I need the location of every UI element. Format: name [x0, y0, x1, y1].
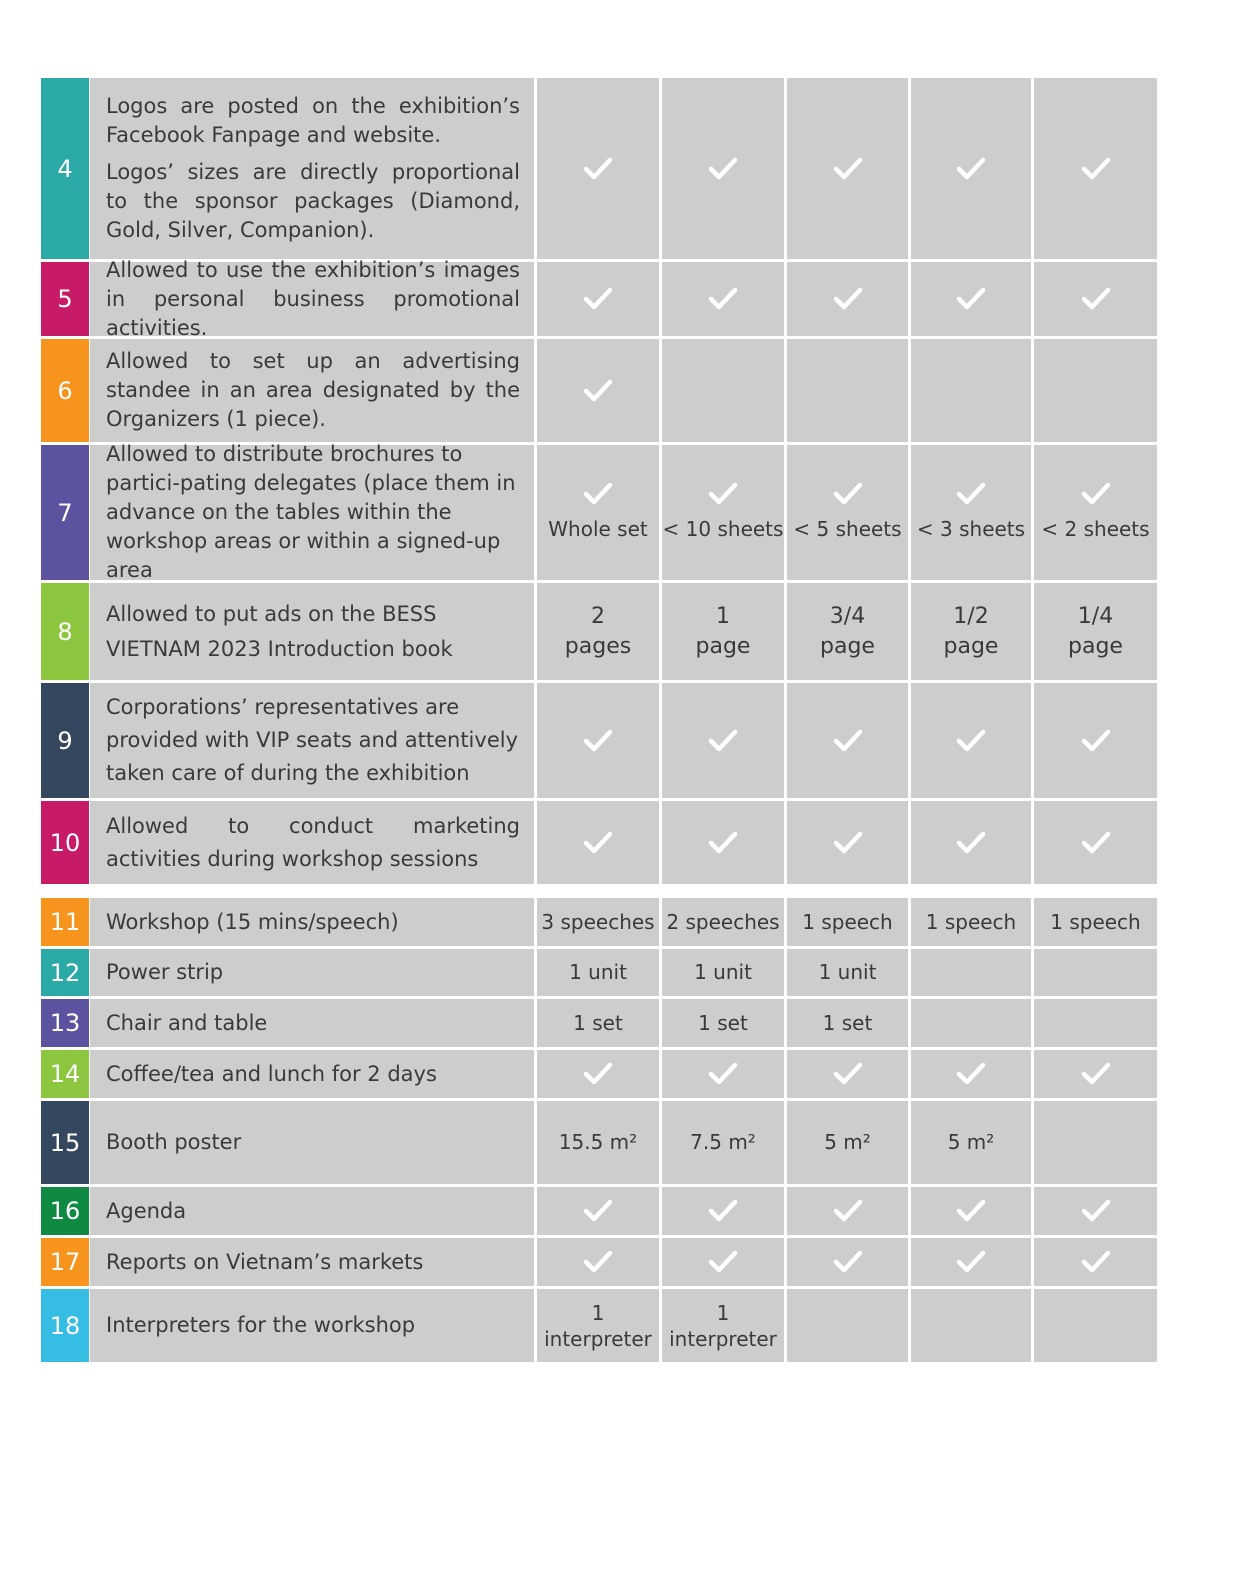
- table-row: [41, 442, 1159, 582]
- table-row: [41, 683, 1159, 798]
- tier-cell: [911, 801, 1031, 884]
- row-description: [90, 949, 534, 996]
- check-icon: [1081, 1249, 1111, 1275]
- tier-cell: [787, 262, 908, 336]
- tier-cell: [1034, 262, 1157, 336]
- check-icon: [708, 286, 738, 312]
- tier-cell: [911, 262, 1031, 336]
- tier-cell: [787, 78, 908, 259]
- tier-cell: [911, 949, 1031, 996]
- description-text: Agenda: [106, 1198, 187, 1223]
- tier-value: 5 m²: [824, 1130, 871, 1154]
- check-icon: [708, 1198, 738, 1224]
- table-row: [41, 257, 1159, 340]
- table-row: [41, 583, 1159, 680]
- tier-cell: [537, 949, 659, 996]
- tier-cell: [911, 1187, 1031, 1235]
- tier-cell: [787, 1289, 908, 1362]
- check-icon: [833, 1061, 863, 1087]
- tier-cell: [662, 1050, 784, 1098]
- tier-value: 5 m²: [947, 1130, 995, 1154]
- tier-cell: [911, 78, 1031, 259]
- tier-cell: [662, 683, 784, 798]
- check-icon: [956, 156, 986, 182]
- check-icon: [708, 156, 738, 182]
- check-icon: [1081, 728, 1111, 754]
- check-icon: [956, 286, 986, 312]
- row-number: 16: [41, 1187, 89, 1235]
- row-number: 6: [41, 339, 89, 442]
- tier-cell: [1034, 683, 1157, 798]
- check-icon: [833, 728, 863, 754]
- row-number: 18: [41, 1289, 89, 1362]
- tier-cell: [1034, 1289, 1157, 1362]
- check-icon: [583, 1249, 613, 1275]
- tier-cell: [662, 949, 784, 996]
- tier-value: 1 set: [573, 1010, 623, 1035]
- description-text: Allowed to put ads on the BESS VIETNAM 2023 Introduction book: [106, 601, 453, 661]
- tier-value: 1/2: [953, 603, 989, 629]
- check-icon: [956, 1198, 986, 1224]
- tier-cell: [1034, 1101, 1157, 1184]
- tier-cell: [787, 1101, 908, 1184]
- tier-value: 1 unit: [569, 960, 627, 984]
- table-row: [41, 999, 1159, 1047]
- check-icon: [583, 728, 613, 754]
- tier-value: 15.5 m²: [558, 1130, 638, 1154]
- tier-cell: [1034, 999, 1157, 1047]
- table-row: [41, 339, 1159, 442]
- row-description: [90, 1238, 534, 1286]
- tier-value: 1 unit: [694, 960, 752, 984]
- tier-cell: [1034, 949, 1157, 996]
- tier-cell: [911, 445, 1031, 580]
- tier-cell: [1034, 78, 1157, 259]
- tier-cell: [1034, 339, 1157, 442]
- row-number: 7: [41, 445, 89, 580]
- check-icon: [956, 1061, 986, 1087]
- tier-cell: [662, 445, 784, 580]
- tier-cell: [787, 801, 908, 884]
- check-icon: [583, 830, 613, 856]
- tier-cell: [662, 801, 784, 884]
- tier-cell: [911, 1050, 1031, 1098]
- tier-cell: [1034, 1238, 1157, 1286]
- tier-cell: [537, 583, 659, 680]
- row-number: 10: [41, 801, 89, 884]
- check-icon: [833, 1249, 863, 1275]
- tier-cell: [537, 1187, 659, 1235]
- tier-value: 1 speech: [802, 909, 893, 934]
- description-text: Allowed to conduct marketing activities during workshop sessions: [106, 813, 520, 871]
- tier-value: 2: [591, 603, 605, 629]
- tier-value: < 5 sheets: [793, 517, 902, 541]
- tier-value: 1/4: [1077, 603, 1114, 629]
- description-text: Interpreters for the workshop: [106, 1313, 416, 1337]
- row-description: [90, 1101, 534, 1184]
- tier-value: 1: [716, 1300, 730, 1325]
- row-number: 14: [41, 1050, 89, 1098]
- description-paragraph: Logos’ sizes are directly proportional to the sponsor packages (Diamond, Gold, Silver, Companion).: [106, 160, 520, 242]
- tier-cell: [537, 1050, 659, 1098]
- description-text: Booth poster: [106, 1130, 242, 1154]
- tier-value-unit: page: [820, 633, 875, 659]
- row-description: [90, 1050, 534, 1098]
- tier-cell: [787, 583, 908, 680]
- row-description: [90, 257, 534, 340]
- tier-cell: [787, 445, 908, 580]
- row-description: [90, 683, 534, 798]
- tier-cell: [787, 339, 908, 442]
- tier-cell: [662, 1289, 784, 1362]
- tier-cell: [662, 78, 784, 259]
- tier-cell: [537, 683, 659, 798]
- check-icon: [583, 481, 613, 507]
- tier-cell: [1034, 445, 1157, 580]
- tier-cell: [662, 999, 784, 1047]
- row-number: 13: [41, 999, 89, 1047]
- benefits-table: [41, 78, 1159, 1365]
- tier-value: 2 speeches: [666, 909, 780, 934]
- row-number: 5: [41, 262, 89, 336]
- check-icon: [956, 1249, 986, 1275]
- tier-value-unit: interpreter: [544, 1326, 652, 1351]
- tier-value: < 10 sheets: [662, 517, 784, 541]
- check-icon: [583, 286, 613, 312]
- tier-value: < 2 sheets: [1041, 517, 1150, 541]
- check-icon: [583, 156, 613, 182]
- row-description: [90, 999, 534, 1047]
- tier-value: 1 unit: [818, 960, 877, 984]
- tier-cell: [787, 898, 908, 946]
- row-number: 4: [41, 78, 89, 259]
- row-description: [90, 1289, 534, 1362]
- row-description: [90, 801, 534, 884]
- check-icon: [708, 1249, 738, 1275]
- description-text: Coffee/tea and lunch for 2 days: [106, 1061, 437, 1086]
- table-row: [41, 1101, 1159, 1184]
- check-icon: [833, 156, 863, 182]
- tier-cell: [537, 1289, 659, 1362]
- description-text: Workshop (15 mins/speech): [106, 909, 399, 934]
- description-text: Allowed to distribute brochures to partici-pating delegates (place them in advance on the tables within the workshop areas or within a signed-up area: [106, 442, 516, 582]
- tier-cell: [1034, 583, 1157, 680]
- check-icon: [583, 1061, 613, 1087]
- check-icon: [708, 481, 738, 507]
- check-icon: [833, 481, 863, 507]
- tier-cell: [537, 1101, 659, 1184]
- check-icon: [583, 378, 613, 404]
- tier-cell: [911, 1101, 1031, 1184]
- tier-value: 1: [716, 603, 730, 629]
- table-row: [41, 1289, 1159, 1362]
- tier-cell: [787, 683, 908, 798]
- tier-cell: [537, 898, 659, 946]
- check-icon: [956, 481, 986, 507]
- check-icon: [708, 830, 738, 856]
- tier-value: 3 speeches: [541, 909, 655, 934]
- row-description: [90, 583, 534, 680]
- check-icon: [1081, 481, 1111, 507]
- description-text: Chair and table: [106, 1010, 268, 1035]
- tier-cell: [537, 339, 659, 442]
- check-icon: [956, 830, 986, 856]
- row-number: 12: [41, 949, 89, 996]
- table-row: [41, 898, 1159, 946]
- description-text: Allowed to set up an advertising standee in an area designated by the Organizers (1 piece).: [106, 349, 520, 431]
- tier-cell: [1034, 801, 1157, 884]
- tier-cell: [662, 1238, 784, 1286]
- tier-cell: [662, 583, 784, 680]
- tier-cell: [537, 445, 659, 580]
- description-text: Power strip: [106, 960, 224, 984]
- check-icon: [1081, 830, 1111, 856]
- check-icon: [1081, 1198, 1111, 1224]
- tier-value: 1 set: [698, 1010, 748, 1035]
- description-text: Reports on Vietnam’s markets: [106, 1249, 424, 1274]
- row-description: [90, 339, 534, 442]
- row-description: [90, 1187, 534, 1235]
- row-number: 8: [41, 583, 89, 680]
- tier-cell: [787, 1050, 908, 1098]
- description-paragraph: Logos are posted on the exhibition’s Facebook Fanpage and website.: [106, 94, 520, 147]
- check-icon: [1081, 286, 1111, 312]
- tier-cell: [1034, 1050, 1157, 1098]
- tier-cell: [911, 583, 1031, 680]
- tier-cell: [911, 1289, 1031, 1362]
- tier-value-unit: interpreter: [669, 1326, 777, 1351]
- tier-cell: [911, 683, 1031, 798]
- tier-cell: [662, 1101, 784, 1184]
- check-icon: [956, 728, 986, 754]
- tier-cell: [662, 898, 784, 946]
- tier-cell: [911, 1238, 1031, 1286]
- tier-cell: [787, 949, 908, 996]
- tier-cell: [537, 262, 659, 336]
- tier-cell: [537, 1238, 659, 1286]
- table-row: [41, 1238, 1159, 1286]
- tier-cell: [662, 262, 784, 336]
- row-number: 15: [41, 1101, 89, 1184]
- tier-value: 1 speech: [925, 909, 1017, 934]
- row-number: 11: [41, 898, 89, 946]
- tier-cell: [787, 1187, 908, 1235]
- tier-cell: [662, 339, 784, 442]
- check-icon: [1081, 156, 1111, 182]
- tier-value: Whole set: [548, 517, 648, 541]
- tier-value: 7.5 m²: [690, 1130, 756, 1154]
- check-icon: [833, 1198, 863, 1224]
- check-icon: [708, 728, 738, 754]
- table-row: [41, 949, 1159, 996]
- tier-cell: [787, 999, 908, 1047]
- tier-value-unit: page: [1068, 633, 1123, 659]
- tier-cell: [787, 1238, 908, 1286]
- tier-value-unit: pages: [564, 633, 632, 659]
- row-description: [90, 442, 534, 582]
- description-text: Corporations’ representatives are provided with VIP seats and attentively taken care of during the exhibition: [106, 695, 519, 785]
- tier-cell: [911, 339, 1031, 442]
- tier-value-unit: page: [695, 633, 751, 659]
- tier-cell: [1034, 1187, 1157, 1235]
- check-icon: [1081, 1061, 1111, 1087]
- table-row: [41, 78, 1159, 259]
- tier-value: 1: [591, 1300, 605, 1325]
- check-icon: [583, 1198, 613, 1224]
- table-row: [41, 801, 1159, 884]
- check-icon: [833, 286, 863, 312]
- row-number: 17: [41, 1238, 89, 1286]
- tier-cell: [662, 1187, 784, 1235]
- table-row: [41, 1050, 1159, 1098]
- tier-value: 3/4: [829, 603, 866, 629]
- tier-value: < 3 sheets: [916, 517, 1026, 541]
- row-number: 9: [41, 683, 89, 798]
- check-icon: [833, 830, 863, 856]
- tier-cell: [911, 999, 1031, 1047]
- tier-cell: [537, 801, 659, 884]
- tier-cell: [537, 999, 659, 1047]
- tier-cell: [1034, 898, 1157, 946]
- tier-cell: [537, 78, 659, 259]
- row-description: [90, 898, 534, 946]
- tier-value: 1 speech: [1050, 909, 1141, 934]
- tier-value-unit: page: [943, 633, 999, 659]
- row-description: [90, 78, 534, 259]
- tier-cell: [911, 898, 1031, 946]
- tier-value: 1 set: [822, 1010, 873, 1035]
- check-icon: [708, 1061, 738, 1087]
- description-text: Allowed to use the exhibition’s images in personal business promotional activities.: [106, 257, 520, 340]
- table-row: [41, 1187, 1159, 1235]
